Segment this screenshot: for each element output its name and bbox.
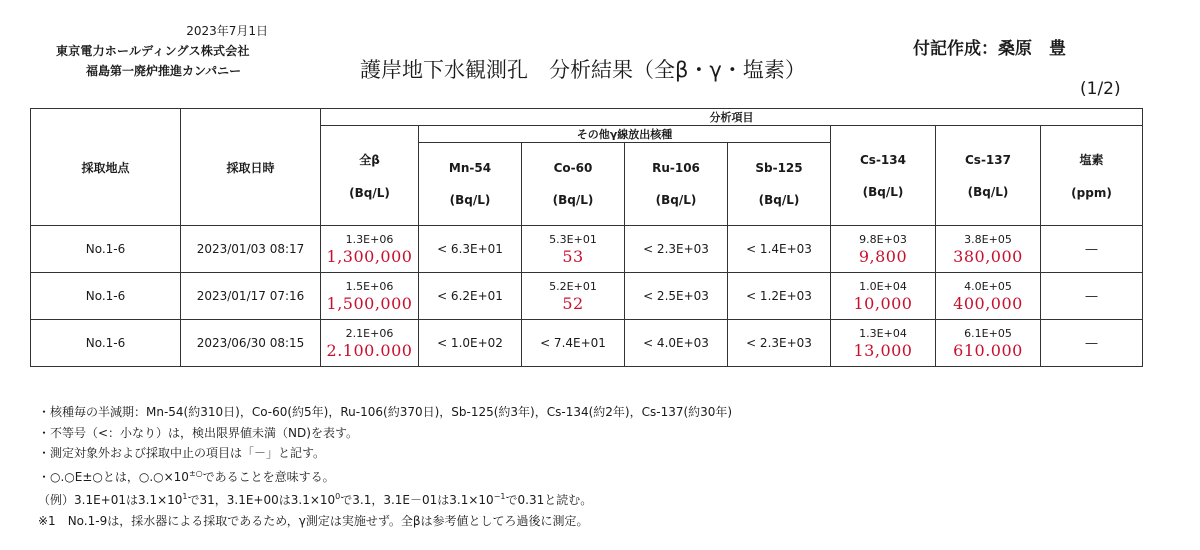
division-name: 福島第一廃炉推進カンパニー xyxy=(86,64,242,78)
cell-cs137 xyxy=(936,226,1041,273)
handwritten-value: 1,500,000 xyxy=(326,293,413,313)
note-text: ・○.○E±○とは，○.○×10 xyxy=(38,469,189,484)
column-unit: (Bq/L) xyxy=(758,193,800,207)
document-title: 護岸地下水観測孔 分析結果（全β・γ・塩素） xyxy=(360,58,806,82)
cell-chlorine: ― xyxy=(1041,273,1143,320)
cell-chlorine: ― xyxy=(1041,320,1143,367)
note-text: で0.31と読む。 xyxy=(505,493,593,507)
sci-value: 5.3E+01 xyxy=(549,232,597,246)
column-name: 全β xyxy=(359,153,380,167)
column-unit: (Bq/L) xyxy=(552,193,594,207)
column-unit: (ppm) xyxy=(1071,186,1112,200)
cell-mn54: < 6.3E+01 xyxy=(419,226,522,273)
column-unit: (Bq/L) xyxy=(862,184,904,199)
cell-chlorine: ― xyxy=(1041,226,1143,273)
note-half-life: ・核種毎の半減期：Mn-54(約310日)，Co-60(約5年)，Ru-106(約370日)，Sb-125(約3年)，Cs-134(約2年)，Cs-137(約30年) xyxy=(38,405,733,419)
handwritten-value: 9,800 xyxy=(858,246,908,266)
note-footnote: ※1 No.1-9は，採水器による採取であるため，γ測定は実施せず。全βは参考値としてろ過後に測定。 xyxy=(38,513,589,528)
header-sb125 xyxy=(728,143,831,226)
annotator-credit: 付記作成：桑原 豊 xyxy=(913,39,1066,59)
cell-cs134 xyxy=(831,273,936,320)
cell-mn54: < 1.0E+02 xyxy=(419,320,522,367)
table-row xyxy=(31,273,1143,320)
cell-sb125: < 1.2E+03 xyxy=(728,273,831,320)
cell-cs137 xyxy=(936,320,1041,367)
column-name: Ru-106 xyxy=(652,161,700,175)
cell-cs134 xyxy=(831,226,936,273)
note-dash: ・測定対象外および採取中止の項目は「－」と記す。 xyxy=(38,446,326,460)
sci-value: 3.8E+05 xyxy=(964,232,1012,246)
header-other-gamma: その他γ線放出核種 xyxy=(419,126,831,143)
note-example xyxy=(38,487,732,511)
cell-sb125: < 1.4E+03 xyxy=(728,226,831,273)
column-name: Cs-137 xyxy=(965,152,1011,167)
handwritten-value: 13,000 xyxy=(853,340,913,360)
note-superscript: ±○ xyxy=(188,468,203,478)
sci-value: 9.8E+03 xyxy=(859,232,907,246)
cell-co60: < 7.4E+01 xyxy=(522,320,625,367)
handwritten-value: 400,000 xyxy=(953,293,1023,313)
cell-mn54: < 6.2E+01 xyxy=(419,273,522,320)
header-chlorine xyxy=(1041,126,1143,226)
note-notation xyxy=(38,464,732,488)
cell-datetime: 2023/01/03 08:17 xyxy=(181,226,321,273)
results-table xyxy=(30,108,1143,367)
notes xyxy=(38,402,732,531)
company-name: 東京電力ホールディングス株式会社 xyxy=(56,44,250,58)
header-co60 xyxy=(522,143,625,226)
handwritten-value: 1,300,000 xyxy=(326,246,413,266)
header-location: 採取地点 xyxy=(31,109,181,226)
handwritten-value: 53 xyxy=(562,246,584,266)
column-name: Co-60 xyxy=(553,161,593,175)
cell-ru106: < 2.3E+03 xyxy=(625,226,728,273)
cell-total-beta xyxy=(321,226,419,273)
cell-ru106: < 4.0E+03 xyxy=(625,320,728,367)
handwritten-value: 610.000 xyxy=(953,340,1023,360)
cell-location: No.1-6 xyxy=(31,226,181,273)
note-superscript: −1 xyxy=(493,492,506,501)
header-analysis-items: 分析項目 xyxy=(321,109,1143,126)
note-superscript: 0 xyxy=(335,492,341,501)
handwritten-value: 10,000 xyxy=(853,293,913,313)
column-unit: (Bq/L) xyxy=(449,193,491,207)
header-ru106 xyxy=(625,143,728,226)
note-text: であることを意味する。 xyxy=(202,469,335,484)
handwritten-value: 2.100.000 xyxy=(326,340,413,360)
page-number: (1/2) xyxy=(1080,79,1121,99)
header-datetime: 採取日時 xyxy=(181,109,321,226)
column-name: 塩素 xyxy=(1079,153,1104,167)
cell-ru106: < 2.5E+03 xyxy=(625,273,728,320)
sci-value: 1.5E+06 xyxy=(345,279,394,293)
cell-sb125: < 2.3E+03 xyxy=(728,320,831,367)
cell-location: No.1-6 xyxy=(31,320,181,367)
sci-value: 1.3E+06 xyxy=(345,232,394,246)
column-unit: (Bq/L) xyxy=(967,184,1009,199)
note-superscript: 1 xyxy=(182,492,188,501)
note-text: で31，3.1E+00は3.1×10 xyxy=(187,493,336,507)
header-total-beta xyxy=(321,126,419,226)
note-inequality: ・不等号（<：小なり）は，検出限界値未満（ND)を表す。 xyxy=(38,425,358,440)
column-name: Mn-54 xyxy=(448,161,492,175)
sci-value: 2.1E+06 xyxy=(345,326,394,340)
sci-value: 1.0E+04 xyxy=(859,279,907,293)
cell-co60 xyxy=(522,273,625,320)
cell-co60 xyxy=(522,226,625,273)
handwritten-value: 52 xyxy=(562,293,584,313)
table-row xyxy=(31,226,1143,273)
note-text: で3.1，3.1E－01は3.1×10 xyxy=(340,493,494,507)
cell-cs134 xyxy=(831,320,936,367)
cell-datetime: 2023/06/30 08:15 xyxy=(181,320,321,367)
sci-value: 4.0E+05 xyxy=(964,279,1012,293)
column-unit: (Bq/L) xyxy=(655,193,697,207)
sci-value: 6.1E+05 xyxy=(964,326,1012,340)
table-row xyxy=(31,320,1143,367)
cell-location: No.1-6 xyxy=(31,273,181,320)
column-name: Sb-125 xyxy=(755,161,803,175)
header-cs134 xyxy=(831,126,936,226)
sci-value: 5.2E+01 xyxy=(549,279,597,293)
cell-cs137 xyxy=(936,273,1041,320)
handwritten-value: 380,000 xyxy=(953,246,1023,266)
cell-datetime: 2023/01/17 07:16 xyxy=(181,273,321,320)
header-cs137 xyxy=(936,126,1041,226)
cell-total-beta xyxy=(321,273,419,320)
sci-value: 1.3E+04 xyxy=(859,326,907,340)
report-date: 2023年7月1日 xyxy=(186,24,268,38)
cell-total-beta xyxy=(321,320,419,367)
column-unit: (Bq/L) xyxy=(349,186,390,200)
header-mn54 xyxy=(419,143,522,226)
note-text: （例）3.1E+01は3.1×10 xyxy=(38,493,183,507)
column-name: Cs-134 xyxy=(860,152,906,167)
